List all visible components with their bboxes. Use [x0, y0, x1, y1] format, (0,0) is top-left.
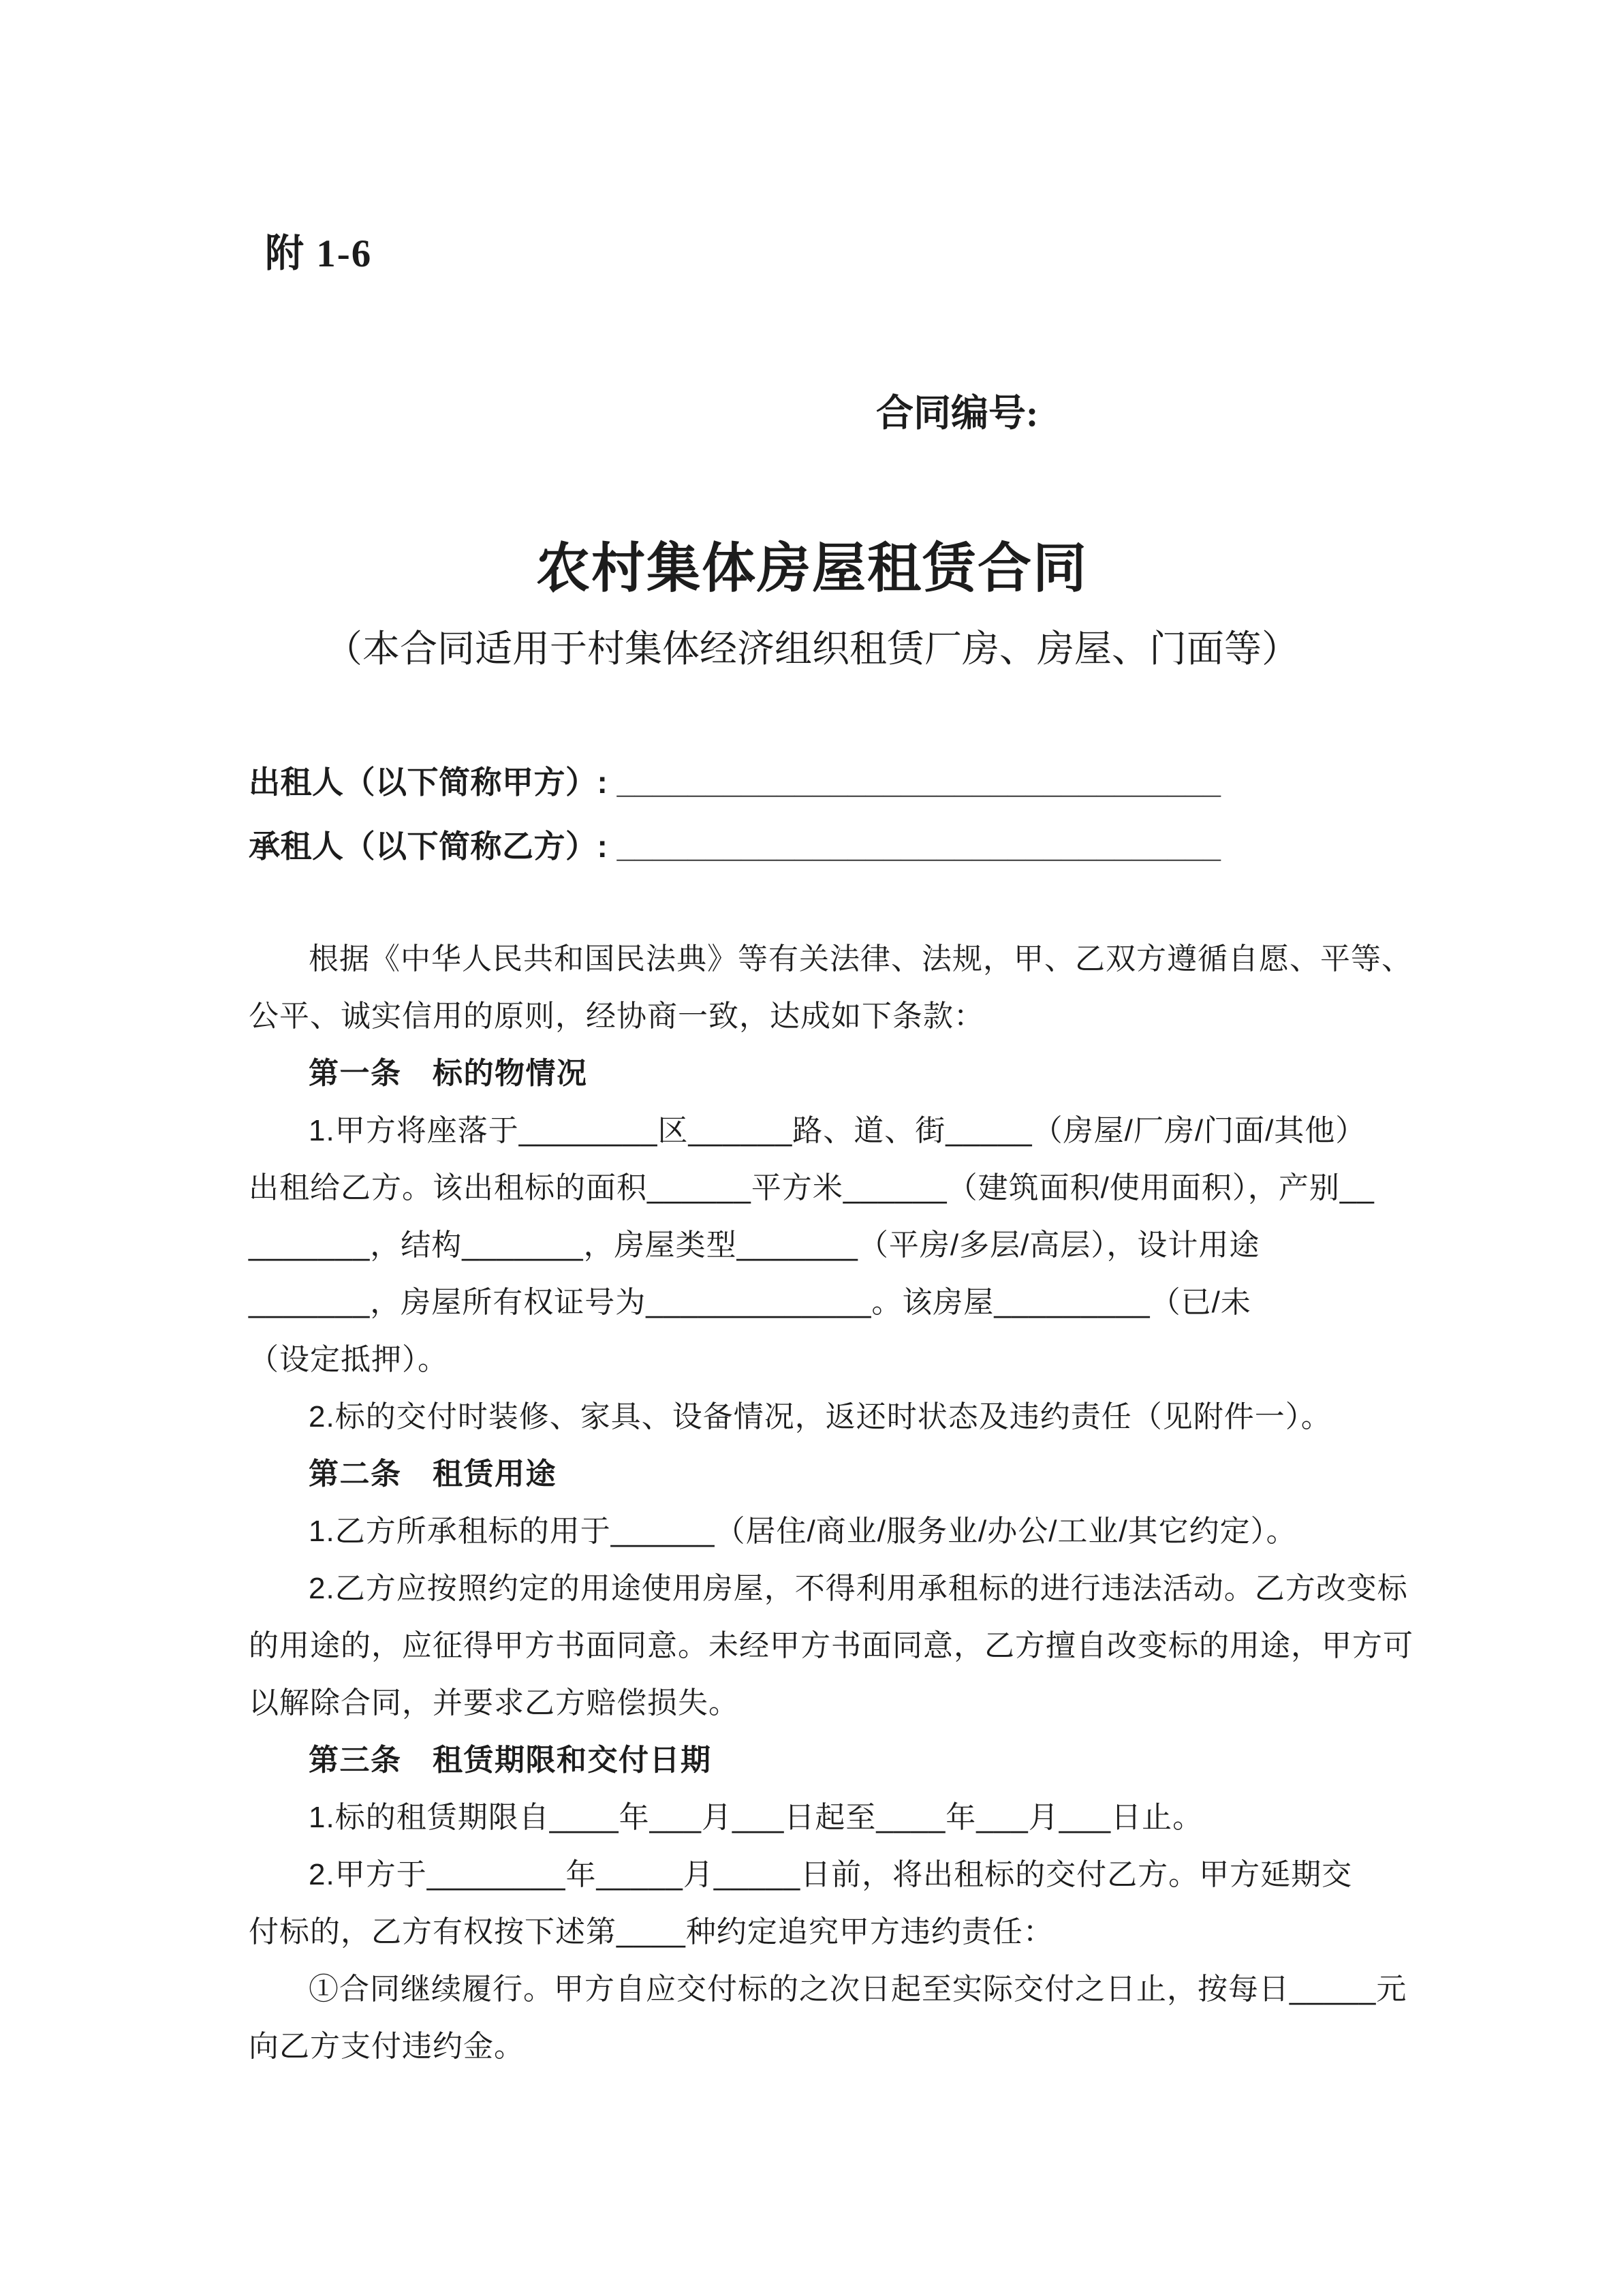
- contract-line: ①合同继续履行。甲方自应交付标的之次日起至实际交付之日止，按每日_____元: [309, 1972, 1407, 2006]
- clause-heading: 第三条 租赁期限和交付日期: [309, 1743, 712, 1777]
- contract-line: 的用途的，应征得甲方书面同意。未经甲方书面同意，乙方擅自改变标的用途，甲方可: [249, 1629, 1414, 1662]
- contract-line: 出租给乙方。该出租标的面积______平方米______（建筑面积/使用面积），产别__: [249, 1171, 1375, 1205]
- contract-number-label: 合同编号:: [876, 392, 1039, 434]
- lessor-line: 出租人（以下简称甲方）: __________________________________: [249, 764, 1221, 800]
- contract-line: 公平、诚实信用的原则，经协商一致，达成如下条款：: [249, 999, 984, 1033]
- contract-line: _______，结构_______，房屋类型_______（平房/多层/高层），设计用途: [249, 1228, 1260, 1262]
- contract-line: 向乙方支付违约金。: [249, 2030, 525, 2063]
- contract-line: _______，房屋所有权证号为_____________。该房屋_________（已/未: [249, 1286, 1251, 1319]
- document-subtitle: （本合同适用于村集体经济组织租赁厂房、房屋、门面等）: [324, 627, 1299, 670]
- contract-line: 根据《中华人民共和国民法典》等有关法律、法规，甲、乙双方遵循自愿、平等、: [309, 942, 1412, 976]
- contract-line: 2.标的交付时装修、家具、设备情况，返还时状态及违约责任（见附件一）。: [309, 1400, 1332, 1433]
- clause-heading: 第一条 标的物情况: [309, 1057, 588, 1090]
- attachment-label: 附 1-6: [265, 232, 373, 275]
- contract-line: 1.甲方将座落于________区______路、道、街_____（房屋/厂房/门面/其他）: [309, 1114, 1367, 1147]
- contract-line: 付标的，乙方有权按下述第____种约定追究甲方违约责任：: [249, 1915, 1054, 1949]
- contract-line: 1.乙方所承租标的用于______（居住/商业/服务业/办公/工业/其它约定）。: [309, 1515, 1297, 1548]
- lessee-line: 承租人（以下简称乙方）: __________________________________: [249, 828, 1221, 864]
- contract-line: 1.标的租赁期限自____年___月___日起至____年___月___日止。: [309, 1801, 1204, 1834]
- contract-body: [249, 931, 1414, 2075]
- contract-line: 以解除合同，并要求乙方赔偿损失。: [249, 1686, 739, 1720]
- contract-line: 2.乙方应按照约定的用途使用房屋，不得利用承租标的进行违法活动。乙方改变标: [309, 1572, 1408, 1605]
- contract-line: （设定抵押）。: [249, 1343, 448, 1376]
- contract-line: 2.甲方于________年_____月_____日前，将出租标的交付乙方。甲方延期交: [309, 1858, 1353, 1891]
- clause-heading: 第二条 租赁用途: [309, 1457, 557, 1491]
- document-title: 农村集体房屋租赁合同: [536, 538, 1088, 598]
